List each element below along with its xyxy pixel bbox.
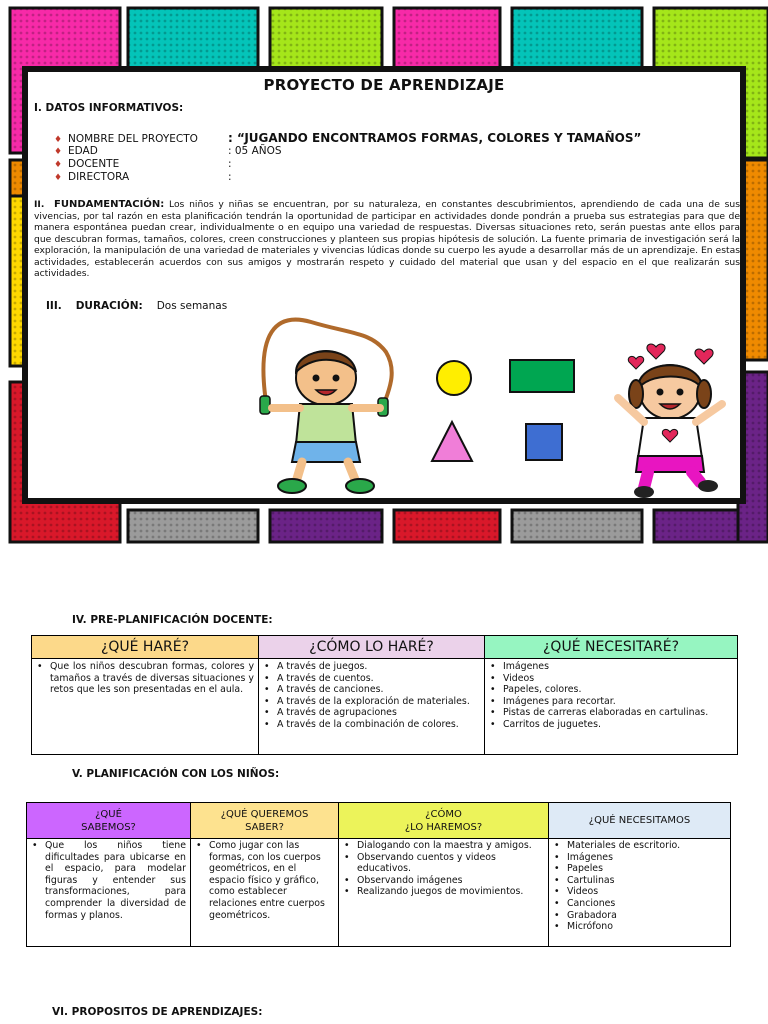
- table-row: [27, 839, 731, 947]
- header-line: ¿QUÉ NECESITAMOS: [588, 815, 691, 826]
- info-label: EDAD: [68, 145, 98, 157]
- frame-tile-texture: [128, 510, 258, 542]
- frame-tile-texture: [270, 510, 382, 542]
- list-item: • Que los niños descubran formas, colores y tamaños a través de diversas situaciones y retos que les son presentadas en el aula.: [36, 661, 254, 696]
- table-cell: [27, 839, 191, 947]
- list-item: • Canciones: [553, 898, 726, 910]
- plan-ninos-table: [26, 802, 731, 947]
- frame-tile-texture: [512, 8, 642, 68]
- info-row-nombre: [54, 132, 641, 145]
- header-line: ¿LO HAREMOS?: [404, 821, 483, 833]
- list-item: • A través de la combinación de colores.: [263, 719, 480, 731]
- list-item: • Imágenes para recortar.: [489, 696, 733, 708]
- info-value: :: [228, 171, 232, 183]
- info-list: [54, 132, 641, 184]
- list-item: • Como jugar con las formas, con los cuerpos geométricos, en el espacio físico y gráfico, como establecer relaciones entre cuerpos geométricos.: [195, 840, 334, 921]
- list-item: • Que los niños tiene dificultades para ubicarse en el espacio, para modelar figuras y entender sus transformaciones, para comprender la diversidad de formas y planos.: [31, 840, 186, 921]
- section-number: III.: [46, 300, 62, 312]
- frame-tile-texture: [394, 510, 500, 542]
- table-cell: [191, 839, 339, 947]
- plan-header-row: [27, 803, 731, 839]
- list-item: • Carritos de juguetes.: [489, 719, 733, 731]
- info-label: NOMBRE DEL PROYECTO: [68, 133, 198, 145]
- frame-tile-texture: [512, 510, 642, 542]
- illustration: [256, 312, 726, 502]
- heart-icon: [695, 349, 713, 364]
- pink-triangle: [432, 422, 472, 461]
- preplan-col-header: ¿QUÉ HARÉ?: [32, 636, 259, 659]
- info-row-docente: [54, 158, 641, 171]
- duracion-label: DURACIÓN:: [75, 300, 143, 312]
- heart-icon: [628, 356, 643, 369]
- section-propositos: VI. PROPOSITOS DE APRENDIZAJES:: [52, 1006, 263, 1018]
- project-card: [22, 66, 746, 504]
- list-item: • Videos: [553, 886, 726, 898]
- list-item: • Cartulinas: [553, 875, 726, 887]
- list-item: • Papeles: [553, 863, 726, 875]
- info-label: DOCENTE: [68, 158, 120, 170]
- plan-col-header: [27, 803, 191, 839]
- table-row: [32, 659, 738, 755]
- bullet-icon: ♦: [54, 135, 63, 145]
- page-title: PROYECTO DE APRENDIZAJE: [263, 76, 505, 94]
- list-item: • A través de cuentos.: [263, 673, 480, 685]
- table-cell: [339, 839, 549, 947]
- girl-jumping-illustration: [618, 344, 722, 498]
- section-preplanificacion: IV. PRE-PLANIFICACIÓN DOCENTE:: [72, 614, 273, 626]
- preplan-header-row: [32, 636, 738, 659]
- table-cell: [259, 659, 485, 755]
- fundamentacion-text: Los niños y niñas se encuentran, por su naturaleza, en constantes descubrimientos, aprendiendo de cada una de sus vivencias, por tal razón en esta planificación tendrán la oportunidad de participar en actividades donde pondrán a prueba sus estrategias para que de manera espontánea puedan crear, individualmente o en equipo una variedad de respuestas. Diversas situaciones reto, serán puestas ante ellos para que descubran formas, tamaños, colores, creen construcciones y planteen sus propias hipótesis de solución. La fuente primaria de investigación será la exploración, la manipulación de una variedad de materiales y vivencias lúdicas donde su cuerpo les ayude a desarrollar más de un aprendizaje. En estas actividades, establecerán acuerdos con sus amigos y mostrarán respeto y cuidado del material que usan y del espacio en el que realizarán sus actividades.: [34, 199, 740, 279]
- plan-col-header: [549, 803, 731, 839]
- info-value: : 05 AÑOS: [228, 145, 282, 157]
- boy-jump-rope-illustration: [260, 320, 392, 493]
- info-value: :: [228, 158, 232, 170]
- info-row-directora: [54, 171, 641, 184]
- list-item: • Micrófono: [553, 921, 726, 933]
- preplan-table: [31, 635, 738, 755]
- bullet-icon: ♦: [54, 160, 63, 170]
- header-line: SABEMOS?: [81, 821, 136, 833]
- list-item: • Videos: [489, 673, 733, 685]
- plan-col-header: [339, 803, 549, 839]
- section-heading: FUNDAMENTACIÓN:: [54, 199, 165, 210]
- list-item: • Papeles, colores.: [489, 684, 733, 696]
- yellow-circle: [437, 361, 471, 395]
- list-item: • A través de juegos.: [263, 661, 480, 673]
- blue-square: [526, 424, 562, 460]
- fundamentacion-paragraph: [34, 199, 740, 280]
- frame-tile-texture: [128, 8, 258, 68]
- info-row-edad: [54, 145, 641, 158]
- section-number: II.: [34, 199, 45, 210]
- list-item: • Materiales de escritorio.: [553, 840, 726, 852]
- list-item: • Pistas de carreras elaboradas en cartulinas.: [489, 707, 733, 719]
- header-line: ¿QUÉ: [95, 808, 122, 820]
- list-item: • Observando cuentos y videos educativos.: [343, 852, 544, 875]
- header-line: ¿QUÉ QUEREMOS: [220, 808, 309, 820]
- list-item: • Imágenes: [489, 661, 733, 673]
- table-cell: [32, 659, 259, 755]
- list-item: • Grabadora: [553, 910, 726, 922]
- preplan-col-header: ¿QUÉ NECESITARÉ?: [485, 636, 738, 659]
- info-value: : “JUGANDO ENCONTRAMOS FORMAS, COLORES Y TAMAÑOS”: [228, 131, 642, 145]
- list-item: • A través de agrupaciones: [263, 707, 480, 719]
- list-item: • Imágenes: [553, 852, 726, 864]
- table-cell: [549, 839, 731, 947]
- frame-tile-texture: [654, 510, 738, 542]
- green-rectangle: [510, 360, 574, 392]
- list-item: • Realizando juegos de movimientos.: [343, 886, 544, 898]
- bullet-icon: ♦: [54, 173, 63, 183]
- header-line: SABER?: [245, 821, 284, 833]
- list-item: • A través de canciones.: [263, 684, 480, 696]
- bullet-icon: ♦: [54, 147, 63, 157]
- preplan-col-header: ¿CÓMO LO HARÉ?: [259, 636, 485, 659]
- section-planificacion-ninos: V. PLANIFICACIÓN CON LOS NIÑOS:: [72, 768, 280, 780]
- info-label: DIRECTORA: [68, 171, 130, 183]
- list-item: • Observando imágenes: [343, 875, 544, 887]
- list-item: • A través de la exploración de materiales.: [263, 696, 480, 708]
- frame-tile-texture: [270, 8, 382, 68]
- section-datos-informativos: I. DATOS INFORMATIVOS:: [34, 102, 184, 114]
- plan-col-header: [191, 803, 339, 839]
- duracion-line: [46, 300, 227, 312]
- heart-icon: [647, 344, 665, 359]
- table-cell: [485, 659, 738, 755]
- duracion-value: Dos semanas: [156, 300, 228, 312]
- frame-tile-texture: [394, 8, 500, 68]
- list-item: • Dialogando con la maestra y amigos.: [343, 840, 544, 852]
- header-line: ¿CÓMO: [425, 808, 462, 820]
